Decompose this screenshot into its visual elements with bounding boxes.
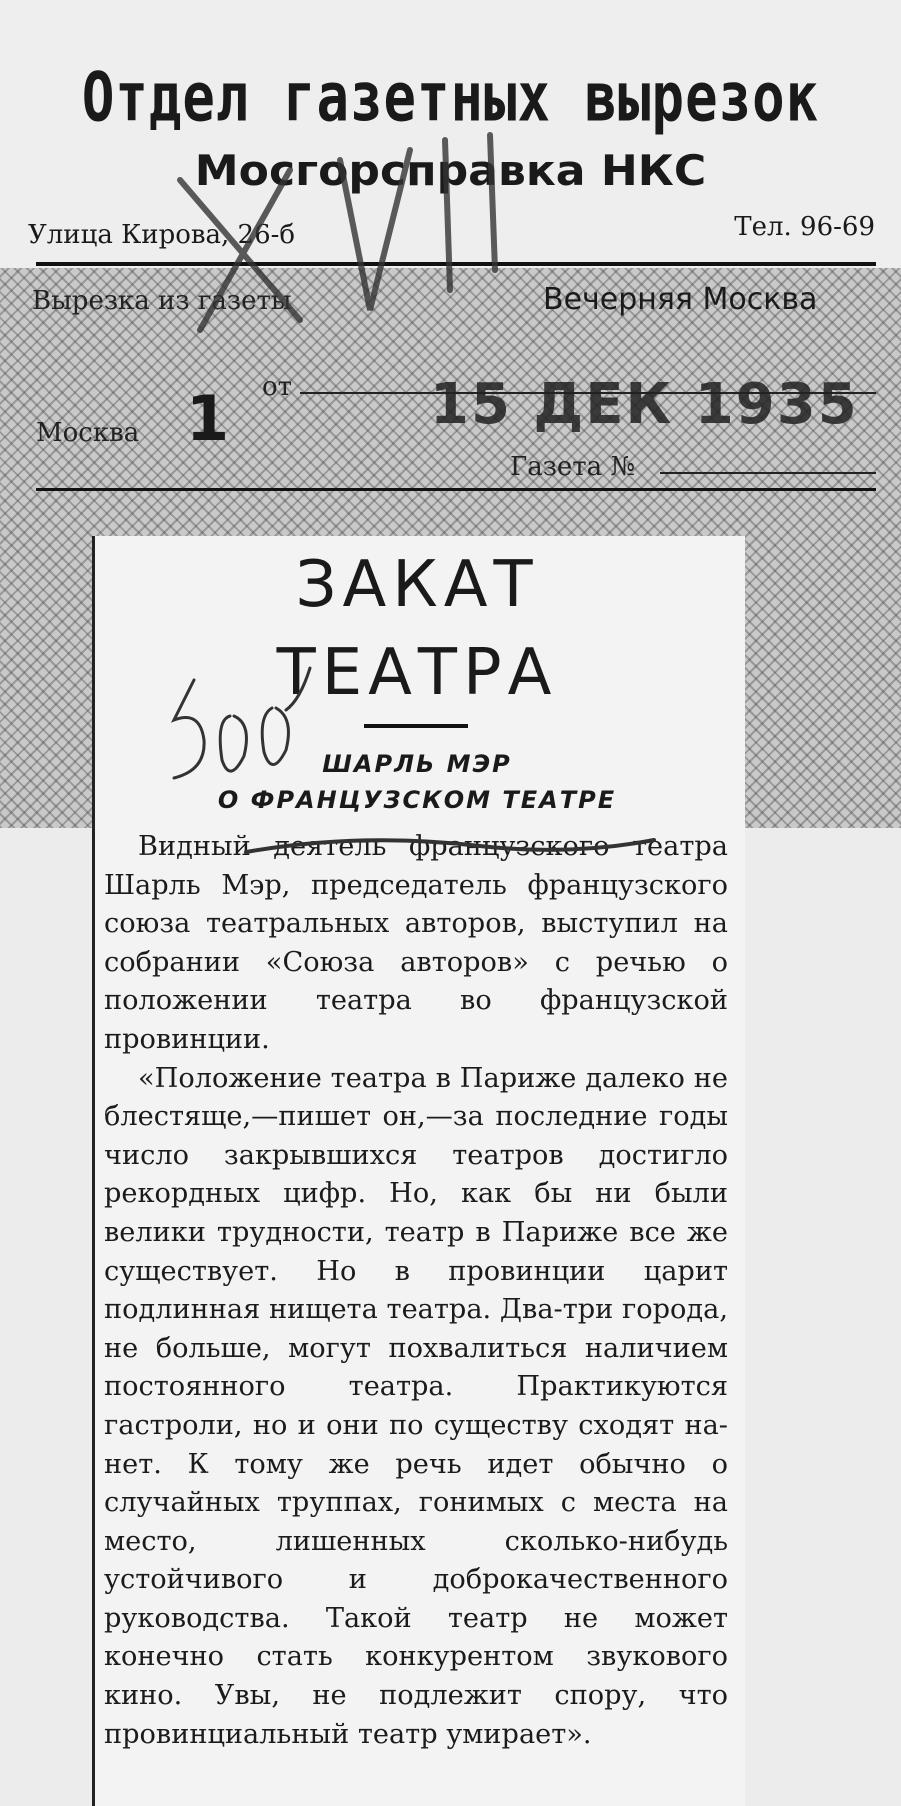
- city-label: Москва: [36, 418, 140, 448]
- strike-stroke: [240, 826, 660, 866]
- office-phone: Тел. 96-69: [734, 212, 875, 242]
- handwritten-number-mark: [160, 660, 330, 810]
- office-title: Отдел газетных вырезок: [81, 58, 820, 137]
- gazette-number-line: [660, 472, 876, 474]
- handwritten-roman-mark: [160, 120, 520, 360]
- article-title-line2: ТЕАТРА: [276, 636, 558, 710]
- article-paragraph-1: Видный деятель французского театра Шарль Мэр, председатель французского союза театральных авторов, выступил на собрании «Союза авторов» с речью о положении театра во французской провинции.: [104, 831, 728, 1055]
- article-body: [104, 828, 728, 1754]
- clipping-label: Вырезка из газеты: [32, 286, 292, 316]
- from-label: от: [262, 372, 293, 402]
- title-divider: [364, 724, 468, 728]
- article-subtitle-line2: О ФРАНЦУЗСКОМ ТЕАТРЕ: [217, 786, 617, 814]
- office-subtitle: Мосгорсправка НКС: [194, 146, 707, 195]
- article-subtitle-line1: ШАРЛЬ МЭР: [322, 750, 512, 778]
- office-address: Улица Кирова, 26-б: [28, 220, 296, 250]
- newspaper-name: Вечерняя Москва: [543, 282, 818, 317]
- article-paragraph-2: «Положение театра в Париже далеко не блестяще,—пишет он,—за последние годы число закрывшихся театров достигло рекордных цифр. Но, как бы ни были велики трудности, театр в Париже все же существует. Но в провинции царит подлинная нищета театра. Два-три города, не больше, могут похвалиться наличием постоянного театра. Практикуются гастроли, но и они по существу сходят на-нет. К тому же речь идет обычно о случайных труппах, гонимых с места на место, лишенных сколько-нибудь устойчивого и доброкачественного руководства. Такой театр не может конечно стать конкурентом звукового кино. Увы, не подлежит спору, что провинциальный театр умирает».: [104, 1062, 728, 1750]
- gazette-number-label: Газета №: [510, 452, 636, 482]
- form-bottom-rule: [36, 488, 876, 491]
- article-title-line1: ЗАКАТ: [295, 548, 539, 622]
- date-stamp: 15 ДЕК 1935: [430, 372, 859, 437]
- issue-number: 1: [186, 382, 230, 455]
